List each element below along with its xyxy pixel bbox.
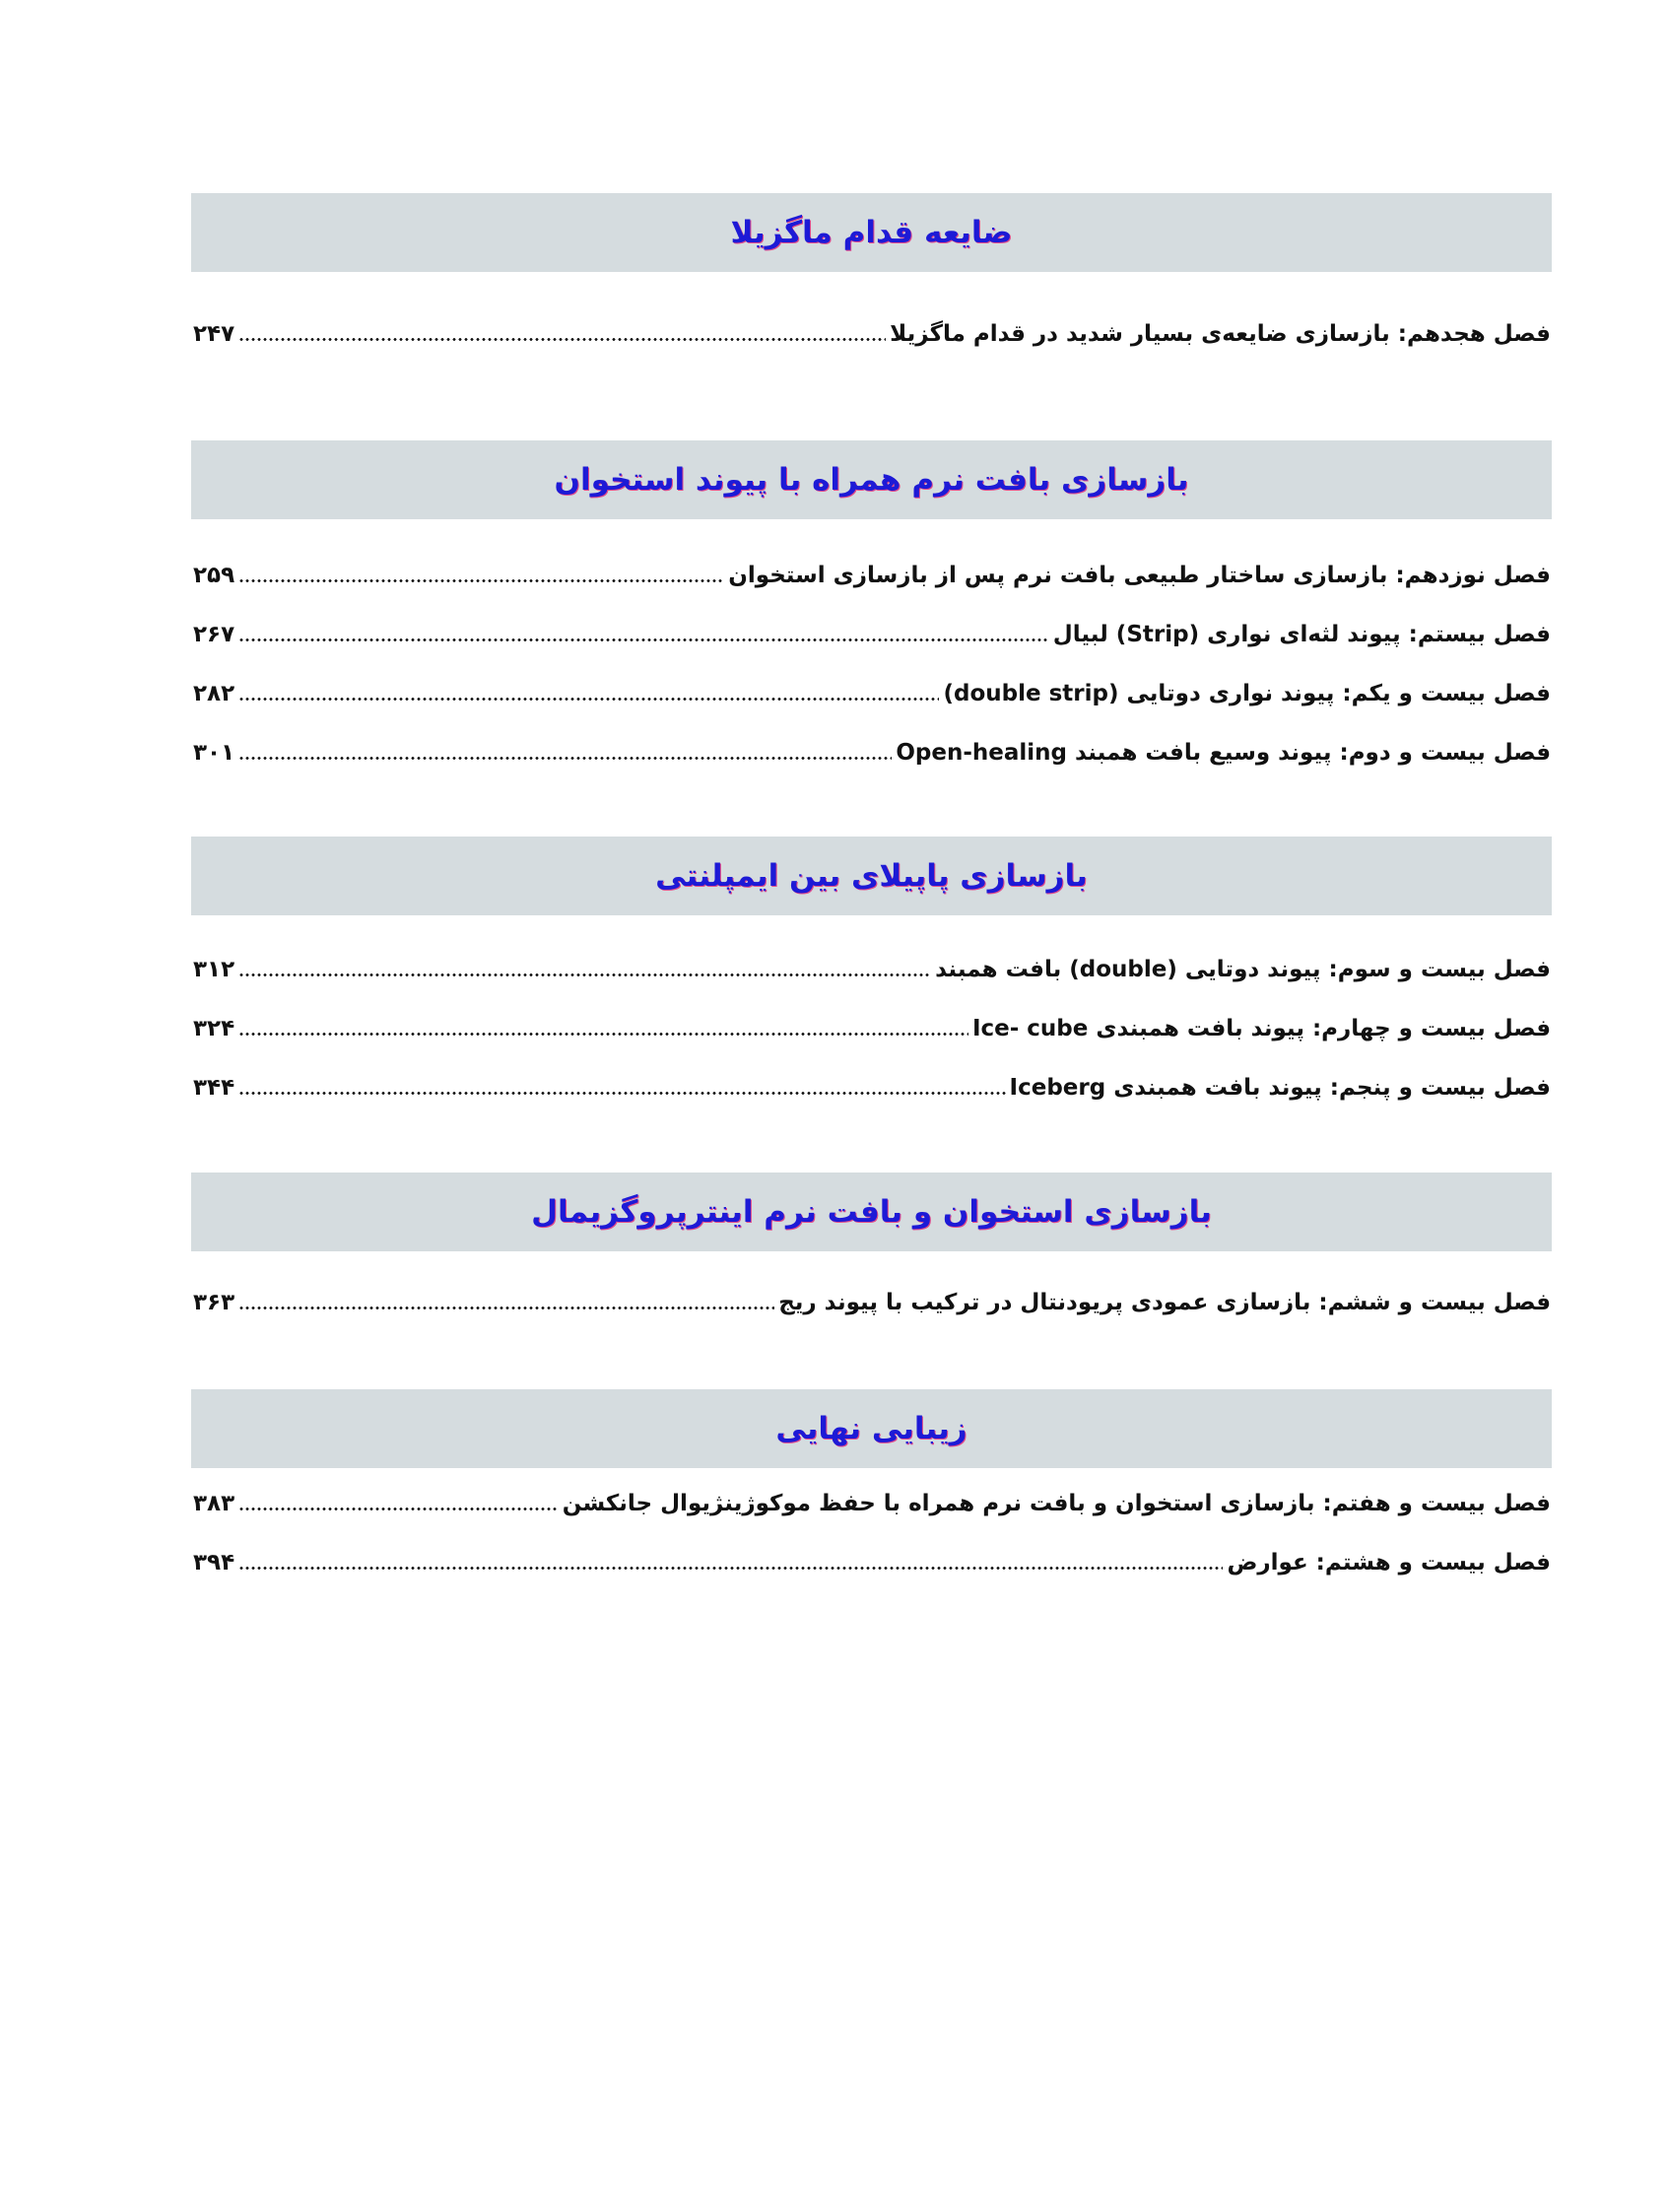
toc-entry-page: ۳۰۱: [193, 740, 235, 766]
toc-entry[interactable]: [193, 943, 1551, 982]
section-header: [191, 193, 1552, 272]
section-header: [191, 1173, 1552, 1251]
toc-entry[interactable]: [193, 1276, 1551, 1315]
toc-entry-page: ۲۶۷: [193, 622, 235, 647]
toc-entry[interactable]: [193, 608, 1551, 647]
section-header: [191, 837, 1552, 915]
dot-leader: [238, 338, 886, 341]
toc-entry-title: فصل هجدهم: بازسازی ضایعه‌ی بسیار شدید در قدام ماگزیلا: [890, 321, 1551, 347]
toc-entry-title: فصل بیست و یکم: پیوند نواری دوتایی (double strip): [943, 681, 1551, 706]
dot-leader: [238, 1307, 774, 1309]
section-header: [191, 1389, 1552, 1468]
toc-entry-page: ۲۸۲: [193, 681, 235, 706]
toc-entry-page: ۲۵۹: [193, 563, 235, 588]
toc-entry-title: فصل بیست و دوم: پیوند وسیع بافت همبند Open-healing: [896, 740, 1551, 766]
toc-entry[interactable]: [193, 726, 1551, 766]
toc-entry-page: ۳۲۴: [193, 1016, 235, 1041]
dot-leader: [238, 1092, 1005, 1095]
dot-leader: [238, 698, 939, 701]
toc-entry-page: ۳۴۴: [193, 1075, 235, 1101]
section-title: ضایعه قدام ماگزیلا: [730, 215, 1013, 250]
toc-entry[interactable]: [193, 1536, 1551, 1575]
dot-leader: [238, 973, 931, 976]
dot-leader: [238, 1033, 968, 1036]
dot-leader: [238, 757, 892, 760]
section-title: زیبایی نهایی: [775, 1411, 967, 1446]
section-title: بازسازی پاپیلای بین ایمپلنتی: [655, 858, 1088, 894]
toc-entry-title: فصل نوزدهم: بازسازی ساختار طبیعی بافت نرم پس از بازسازی استخوان: [728, 563, 1551, 588]
toc-entry-title: فصل بیست و هشتم: عوارض: [1227, 1550, 1551, 1575]
toc-entry-title: فصل بیستم: پیوند لثه‌ای نواری (Strip) لبیال: [1052, 622, 1551, 647]
toc-entry[interactable]: [193, 1477, 1551, 1516]
toc-entry[interactable]: [193, 307, 1551, 347]
section-title: بازسازی بافت نرم همراه با پیوند استخوان: [554, 462, 1189, 498]
section-title: بازسازی استخوان و بافت نرم اینترپروگزیمال: [531, 1194, 1212, 1230]
dot-leader: [238, 579, 724, 582]
toc-entry-page: ۳۸۳: [193, 1491, 235, 1516]
toc-entry[interactable]: [193, 1002, 1551, 1041]
toc-entry-title: فصل بیست و سوم: پیوند دوتایی (double) بافت همبند: [935, 957, 1551, 982]
toc-entry[interactable]: [193, 549, 1551, 588]
dot-leader: [238, 1508, 559, 1510]
toc-entry-title: فصل بیست و پنجم: پیوند بافت همبندی Iceberg: [1009, 1075, 1551, 1101]
dot-leader: [238, 638, 1049, 641]
toc-entry-page: ۳۹۴: [193, 1550, 235, 1575]
toc-entry-page: ۳۱۲: [193, 957, 235, 982]
section-header: [191, 440, 1552, 519]
toc-entry-page: ۳۶۳: [193, 1290, 235, 1315]
toc-entry-title: فصل بیست و هفتم: بازسازی استخوان و بافت نرم همراه با حفظ موکوژینژیوال جانکشن: [562, 1491, 1551, 1516]
toc-entry[interactable]: [193, 1061, 1551, 1101]
toc-entry-title: فصل بیست و چهارم: پیوند بافت همبندی Ice- cube: [971, 1016, 1551, 1041]
toc-entry-page: ۲۴۷: [193, 321, 235, 347]
toc-entry[interactable]: [193, 667, 1551, 706]
dot-leader: [238, 1567, 1223, 1570]
toc-entry-title: فصل بیست و ششم: بازسازی عمودی پریودنتال در ترکیب با پیوند ریج: [778, 1290, 1551, 1315]
